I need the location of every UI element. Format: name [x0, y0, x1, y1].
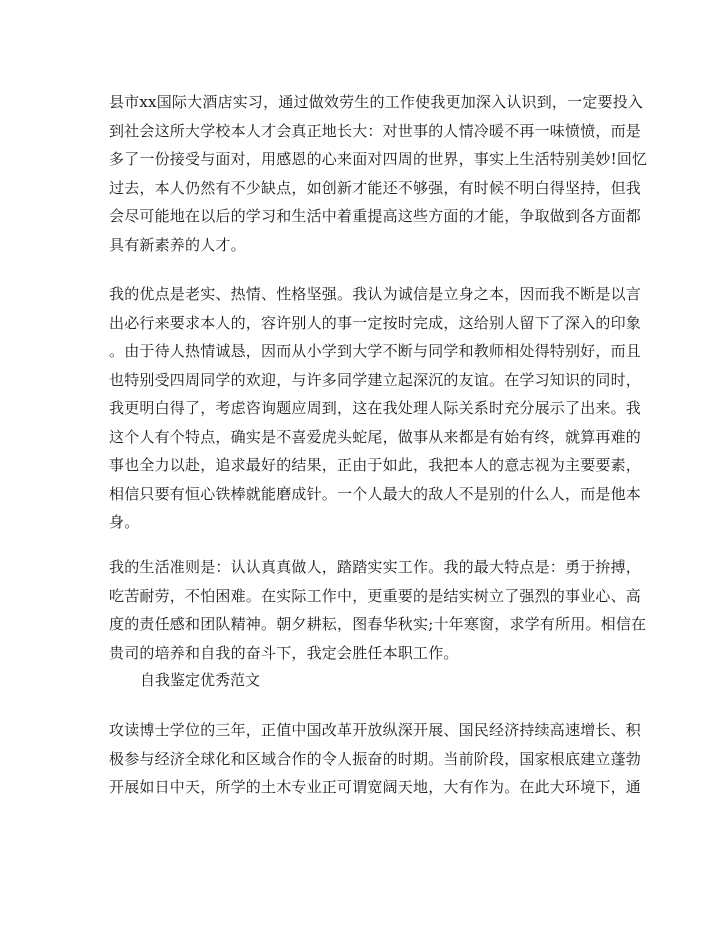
- section-heading: 自我鉴定优秀范文: [140, 671, 261, 689]
- text-line: 。由于待人热情诚恳，因而从小学到大学不断与同学和教师相处得特别好，而且: [109, 342, 642, 360]
- paragraph-internship: [109, 88, 648, 259]
- text-line: 开展如日中天，所学的土木专业正可谓宽阔天地，大有作为。在此大环境下，通: [109, 778, 642, 796]
- text-line: 县市xx国际大酒店实习，通过做效劳生的工作使我更加深入认识到，一定要投入: [109, 93, 644, 111]
- text-line: 也特别受四周同学的欢迎，与许多同学建立起深沉的友谊。在学习知识的同时，: [109, 370, 642, 389]
- text-line: 我更明白得了，考虑咨询题应周到，这在我处理人际关系时充分展示了出来。我: [109, 399, 642, 417]
- text-line: 度的责任感和团队精神。朝夕耕耘，图春华秋实;十年寒窗，求学有所用。相信在: [109, 615, 647, 633]
- text-line: 多了一份接受与面对，用感恩的心来面对四周的世界，事实上生活特别美妙!回忆: [109, 150, 648, 168]
- paragraph-life-principles: [109, 553, 647, 667]
- text-line: 这个人有个特点，确实是不喜爱虎头蛇尾，做事从来都是有始有终，就算再难的: [109, 427, 642, 446]
- text-line: 身。: [109, 513, 140, 531]
- text-line: 我的生活准则是：认认真真做人，踏踏实实工作。我的最大特点是：勇于拚搏，: [109, 558, 642, 576]
- text-line: 贵司的培养和自我的奋斗下，我定会胜任本职工作。: [109, 643, 459, 662]
- text-line: 出必行来要求本人的，容许别人的事一定按时完成，这给别人留下了深入的印象: [109, 313, 642, 332]
- paragraph-doctoral-study: [109, 716, 642, 802]
- text-line: 我的优点是老实、热情、性格坚强。我认为诚信是立身之本，因而我不断是以言: [109, 285, 642, 303]
- text-line: 会尽可能地在以后的学习和生活中着重提高这些方面的才能，争取做到各方面都: [109, 207, 642, 225]
- text-line: 攻读博士学位的三年，正值中国改革开放纵深开展、国民经济持续高速增长、积: [109, 721, 642, 739]
- text-line: 极参与经济全球化和区域合作的令人振奋的时期。当前阶段，国家根底建立蓬勃: [109, 749, 642, 768]
- text-line: 事也全力以赴，追求最好的结果，正由于如此，我把本人的意志视为主要要素，: [109, 456, 642, 474]
- paragraph-strengths: [109, 280, 642, 537]
- text-line: 到社会这所大学校本人才会真正地长大：对世事的人情冷暖不再一味愤愤，而是: [109, 121, 642, 140]
- text-line: 相信只要有恒心铁棒就能磨成针。一个人最大的敌人不是别的什么人，而是他本: [109, 484, 642, 503]
- text-line: 过去，本人仍然有不少缺点，如创新才能还不够强，有时候不明白得坚持，但我: [109, 178, 642, 197]
- text-line: 具有新素养的人才。: [109, 235, 246, 254]
- text-line: 吃苦耐劳，不怕困难。在实际工作中，更重要的是结实树立了强烈的事业心、高: [109, 586, 642, 605]
